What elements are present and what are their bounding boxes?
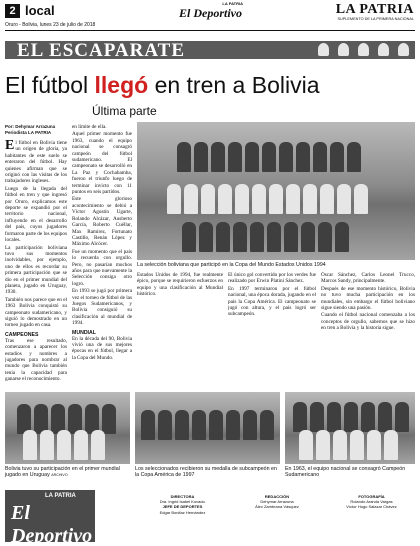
paragraph: Estados Unidos de 1994, fue realmente épico, porque se requirieron esfuerzos en equipo y una clasificación al Mundial histórico. <box>137 272 223 298</box>
footer-logo-top: LA PATRIA <box>45 493 76 499</box>
staff-title: REDACCIÓN <box>264 494 290 499</box>
drop-cap: E <box>5 140 15 153</box>
byline <box>5 124 55 136</box>
deck: Última parte <box>92 104 157 118</box>
byline-role: Periodista LA PATRIA <box>5 130 52 135</box>
header-rule <box>5 30 415 31</box>
photo-1930-caption: Bolivia tuvo su participación en el primer mundial jugado en Uruguay ARCHIVO <box>5 466 120 479</box>
article-column-3 <box>137 272 223 388</box>
footer-logo <box>5 490 95 546</box>
staff-title: JEFE DE DEPORTES <box>162 504 203 510</box>
staff-title: FOTOGRAFÍA <box>358 494 385 499</box>
staff-box-center <box>232 494 322 510</box>
footer-logo-name: El Deportivo <box>11 502 93 546</box>
paragraph: Óscar Sánchez, Carlos Leonel Trucco, Marcos Sandy, principalmente. <box>321 272 415 285</box>
athlete-icon <box>318 43 329 56</box>
paragraph: Fue un momento que el país lo recuerda con orgullo. Pero, no pasarían muchos años para que nuevamente la Selección consiga otro logro. <box>72 248 132 287</box>
article-column-2 <box>72 124 132 388</box>
staff-name: Víctor Hugo Salazar Chávez <box>346 504 397 510</box>
staff-name: Álex Zambrana Vásquez <box>255 504 299 510</box>
section-label: local <box>25 3 55 18</box>
photo-1997-caption: Los seleccionados recibieron su medalla de subcampeón en la Copa América de 1997 <box>135 466 277 479</box>
byline-author: Por: Dehymar Arrazuna <box>5 124 56 129</box>
paragraph: Este glorioso acontecimiento se debió a Víctor Agustín Ugarte, Rolando Alcázar, Ausberto García, Roberto Cuéllar, Max Ramírez, Fortunato Castillo, Renán López y Máximo Alcócer. <box>72 196 132 248</box>
subhead: CAMPEONES <box>5 331 39 338</box>
staff-title: DIRECTORA <box>170 494 195 499</box>
photo-1963-team <box>285 392 415 464</box>
page-number: 2 <box>5 4 20 18</box>
paragraph: El único gol convertido por los verdes fue realizado por Erwin Platini Sánchez. <box>228 272 316 285</box>
supplement-logo-name: El Deportivo <box>179 6 242 20</box>
sport-icons <box>318 43 409 56</box>
staff-box-left <box>140 494 225 515</box>
paragraph: En 1993 se jugó por primera vez el torneo de fútbol de las Juegos Sudamericanos, y Bolivia consiguió su clasificación al mundial de 1994. <box>72 288 132 327</box>
supplement-logo-top: LA PATRIA <box>222 1 243 6</box>
subhead: MUNDIAL <box>72 329 96 336</box>
banner-title: EL ESCAPARATE <box>17 40 186 61</box>
paragraph: Tras ese resultado, comenzaron a aparecer los estadios y nombres a jugadores para nombrar al mundo que Bolivia también tenía la capacidad para ganarse el reconocimiento. <box>5 337 67 383</box>
staff-name: Dra. Ingrid Isabel Kovacic <box>159 499 206 505</box>
article-column-1 <box>5 140 67 388</box>
headline-end: en tren a Bolivia <box>154 72 320 98</box>
paragraph: En 1997 terminaron por el fútbol nacional, una época dorada, jugando en el país la Copa América. El campeonato se jugó con altura, y el país logró ser subcampeón. <box>228 285 316 318</box>
article-column-4 <box>228 272 316 388</box>
paragraph: En la década del 90, Bolivia vivió una de sus mejores épocas en el fútbol, llegar a la Copa del Mundo. <box>72 335 132 361</box>
paragraph: en límite de ella. <box>72 124 107 130</box>
article-column-5 <box>321 272 415 388</box>
staff-name: Rolando Aranda Vargas <box>350 499 393 505</box>
paragraph: La participación boliviana tuvo sus momentos inolvidables, por ejemplo, uno de ellos es recordar su primera participación que se dio en el primer mundial del planeta, jugado en Uruguay, 1930. <box>5 244 67 296</box>
photo-1963-caption: En 1963, el equipo nacional se consagró Campeón Sudamericano <box>285 466 406 479</box>
paragraph: Luego de la llegada del fútbol en tren y que ingresó por Oruro, explicamos este deporte se expandió por el territorio nacional, influyendo en el desarrollo del país, cuyos jugadores formaron parte de los equipos locales. <box>5 185 67 244</box>
photo-1997-team <box>135 392 280 464</box>
masthead: LA PATRIA <box>335 2 414 17</box>
masthead-tagline: SUPLEMENTO DE LA PRIMERA NACIONAL <box>337 17 414 21</box>
main-photo-caption: La selección boliviana que participó en la Copa del Mundo Estados Unidos 1994 <box>137 262 326 268</box>
paragraph: Después de ese momento histórico, Bolivia no tuvo mucha participación en los mundiales, sin embargo el fútbol boliviano sigue siendo una pasión. <box>321 285 415 312</box>
supplement-logo <box>175 1 245 21</box>
headline-start: El fútbol <box>5 72 89 98</box>
athlete-icon <box>358 43 369 56</box>
paragraph: Cuando el fútbol nacional comenzaba a los conceptos de orgullo, sabemos que se hizo en tren a Bolivia y la historia sigue. <box>321 312 415 332</box>
section-banner <box>5 41 415 59</box>
athlete-icon <box>338 43 349 56</box>
staff-name: Dehymar Arrazuna <box>260 499 294 505</box>
staff-box-right <box>328 494 415 510</box>
athlete-icon <box>378 43 389 56</box>
photo-1930-team <box>5 392 130 464</box>
dateline: Oruro - Bolivia, lunes 23 de julio de 2018 <box>5 22 96 28</box>
paragraph: Aquel primer momento fue 1963, cuando el equipo nacional se consagró campeón del fútbol sudamericano. El campeonato se desarrolló en La Paz y Cochabamba, fueron el triunfo luego de terminar invicto con 11 puntos en seis partidos. <box>72 131 132 196</box>
headline <box>5 72 320 99</box>
paragraph: También nos parece que en el 1963 Bolivia conquistó su campeonato sudamericano, y siguió lo demostrado en un torneo jugado en casa. <box>5 296 67 329</box>
photo-credit: ARCHIVO <box>51 473 68 478</box>
headline-accent: llegó <box>94 72 149 98</box>
athlete-icon <box>398 43 409 56</box>
main-team-photo <box>137 122 415 260</box>
staff-name: Edgar Bonifaz Hernández <box>159 509 206 515</box>
paragraph: El fútbol en Bolivia tiene un origen de gloria, ya habitantes de este suelo se enteraron del fútbol. Hay quienes afirman que se originó con las visitas de los trabajadores ingleses. <box>5 140 67 185</box>
